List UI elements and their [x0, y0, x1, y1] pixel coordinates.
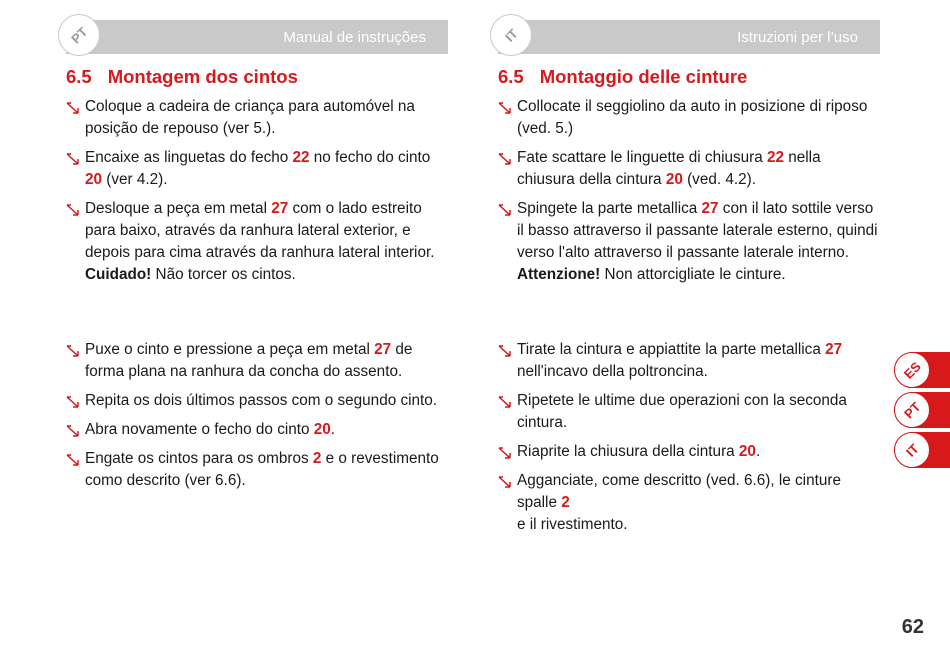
step-arrow-icon — [66, 202, 82, 218]
warning-text: Não torcer os cintos. — [151, 266, 296, 283]
right-step-text: Collocate il seggiolino da auto in posizione di riposo (ved. 5.) — [517, 98, 868, 137]
left-step-text: Puxe o cinto e pressione a peça em metal — [85, 341, 375, 358]
right-step-text: nell'incavo della poltroncina. — [517, 363, 708, 380]
right-step-text: e il rivestimento. — [517, 516, 628, 533]
right-step-text: Riaprite la chiusura della cintura — [517, 443, 739, 460]
left-step-1 — [66, 96, 448, 140]
step-arrow-icon — [66, 151, 82, 167]
left-step-7 — [66, 448, 448, 492]
tab-pt-label: PT — [887, 385, 938, 436]
step-arrow-icon — [66, 423, 82, 439]
right-step-1 — [498, 96, 880, 140]
right-step-7 — [498, 470, 880, 536]
left-step-text: de forma plana na ranhura da concha do assento. — [85, 341, 413, 380]
part-number: 20 — [665, 171, 683, 188]
step-arrow-icon — [498, 474, 514, 490]
part-number: 22 — [767, 149, 785, 166]
step-arrow-icon — [498, 445, 514, 461]
part-number: 20 — [738, 443, 756, 460]
part-number: 27 — [271, 200, 289, 217]
tab-pt[interactable] — [894, 392, 950, 428]
warning-label: Cuidado! — [85, 266, 152, 283]
step-arrow-icon — [498, 343, 514, 359]
left-step-3 — [66, 198, 448, 286]
part-number: 22 — [292, 149, 310, 166]
right-step-text: Fate scattare le linguette di chiusura — [517, 149, 767, 166]
part-number: 27 — [374, 341, 392, 358]
part-number: 27 — [701, 200, 719, 217]
step-arrow-icon — [66, 452, 82, 468]
right-column — [498, 20, 880, 543]
right-header-title: Istruzioni per l’uso — [737, 29, 858, 46]
left-step-text: Repita os dois últimos passos com o segundo cinto. — [85, 392, 438, 409]
right-step-3 — [498, 198, 880, 286]
left-step-text: e o revestimento como descrito (ver 6.6). — [85, 450, 439, 489]
part-number: 2 — [561, 494, 570, 511]
left-lang-badge: PT — [49, 5, 108, 64]
step-arrow-icon — [66, 343, 82, 359]
left-step-text: com o lado estreito para baixo, através da ranhura lateral exterior, e depois para cima através da ranhura lateral interior. — [85, 200, 435, 261]
right-step-text: nella chiusura della cintura — [517, 149, 821, 188]
right-step-text: Spingete la parte metallica — [517, 200, 702, 217]
part-number: 2 — [312, 450, 322, 467]
left-step-2 — [66, 147, 448, 191]
step-arrow-icon — [498, 202, 514, 218]
step-arrow-icon — [66, 394, 82, 410]
right-step-4 — [498, 339, 880, 383]
right-lang-badge: IT — [481, 5, 540, 64]
step-arrow-icon — [498, 100, 514, 116]
right-section-heading: Montaggio delle cinture — [539, 66, 748, 87]
left-step-text: . — [330, 421, 336, 438]
left-step-5 — [66, 390, 448, 412]
right-step-6 — [498, 441, 880, 463]
warning-text: Non attorcigliate le cinture. — [600, 266, 786, 283]
left-step-text: Encaixe as linguetas do fecho — [85, 149, 293, 166]
tab-es-label: ES — [887, 345, 938, 396]
right-header-bar — [498, 20, 880, 54]
right-step-2 — [498, 147, 880, 191]
right-section-number: 6.5 — [498, 66, 524, 87]
right-step-text: (ved. 4.2). — [682, 171, 756, 188]
right-step-text: . — [755, 443, 761, 460]
tab-es[interactable] — [894, 352, 950, 388]
left-section-number: 6.5 — [66, 66, 92, 87]
left-header-title: Manual de instruções — [283, 29, 426, 46]
left-section-title — [66, 66, 448, 88]
tab-it[interactable] — [894, 432, 950, 468]
left-step-text: Abra novamente o fecho do cinto — [85, 421, 314, 438]
left-column — [66, 20, 448, 499]
right-section-title — [498, 66, 880, 88]
step-arrow-icon — [66, 100, 82, 116]
left-step-6 — [66, 419, 448, 441]
right-step-text: Tirate la cintura e appiattite la parte metallica — [517, 341, 826, 358]
part-number: 20 — [313, 421, 331, 438]
page-number: 62 — [901, 616, 924, 638]
step-arrow-icon — [498, 151, 514, 167]
warning-label: Attenzione! — [517, 266, 601, 283]
tab-it-label: IT — [887, 425, 938, 476]
language-tabs — [894, 352, 950, 472]
step-arrow-icon — [498, 394, 514, 410]
right-step-text: con il lato sottile verso il basso attraverso il passante laterale esterno, quindi verso l'alto attraverso il passante laterale interno. — [517, 200, 878, 261]
left-step-4 — [66, 339, 448, 383]
left-section-heading: Montagem dos cintos — [107, 66, 298, 87]
left-step-text: Engate os cintos para os ombros — [85, 450, 313, 467]
left-step-text: Coloque a cadeira de criança para automóvel na posição de repouso (ver 5.). — [85, 98, 415, 137]
left-header-bar — [66, 20, 448, 54]
left-step-text: (ver 4.2). — [102, 171, 168, 188]
right-step-text: Ripetete le ultime due operazioni con la seconda cintura. — [517, 392, 847, 431]
left-step-text: Desloque a peça em metal — [85, 200, 272, 217]
right-step-text: Agganciate, come descritto (ved. 6.6), le cinture spalle — [517, 472, 841, 511]
right-step-5 — [498, 390, 880, 434]
left-step-text: no fecho do cinto — [309, 149, 431, 166]
part-number: 27 — [825, 341, 843, 358]
part-number: 20 — [85, 171, 103, 188]
